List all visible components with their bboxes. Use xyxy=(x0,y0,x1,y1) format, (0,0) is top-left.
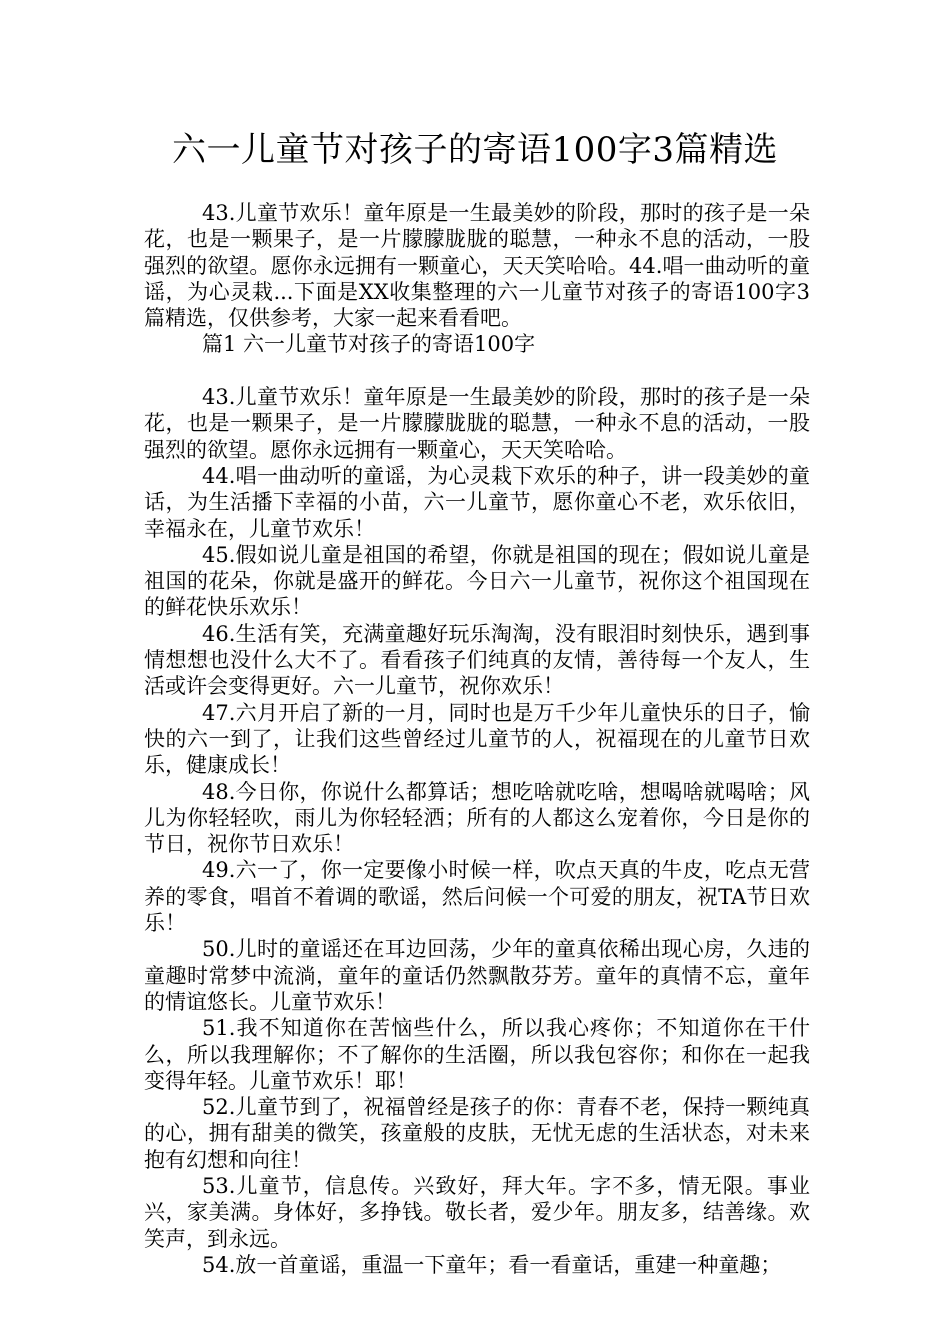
message-paragraph: 53.儿童节，信息传。兴致好，拜大年。字不多，情无限。事业兴，家美满。身体好，多挣钱。敬长者，爱少年。朋友多，结善缘。欢笑声，到永远。 xyxy=(144,1173,810,1251)
message-paragraph: 48.今日你，你说什么都算话；想吃啥就吃啥，想喝啥就喝啥；风儿为你轻轻吹，雨儿为你轻轻洒；所有的人都这么宠着你，今日是你的节日，祝你节日欢乐！ xyxy=(144,779,810,857)
message-paragraph: 50.儿时的童谣还在耳边回荡，少年的童真依稀出现心房，久违的童趣时常梦中流淌，童年的童话仍然飘散芬芳。童年的真情不忘，童年的情谊悠长。儿童节欢乐！ xyxy=(144,937,810,1014)
intro-paragraph: 43.儿童节欢乐！童年原是一生最美妙的阶段，那时的孩子是一朵花，也是一颗果子，是一片朦朦胧胧的聪慧，一种永不息的活动，一股强烈的欲望。愿你永远拥有一颗童心，天天笑哈哈。44.唱一曲动听的童谣，为心灵栽...下面是XX收集整理的六一儿童节对孩子的寄语100字3篇精选，仅供参考，大家一起来看看吧。 xyxy=(144,201,810,331)
message-paragraph: 46.生活有笑，充满童趣好玩乐淘淘，没有眼泪时刻快乐，遇到事情想想也没什么大不了。看看孩子们纯真的友情，善待每一个友人，生活或许会变得更好。六一儿童节，祝你欢乐！ xyxy=(144,621,810,699)
document-title: 六一儿童节对孩子的寄语100字3篇精选 xyxy=(171,130,779,170)
section-heading: 篇1 六一儿童节对孩子的寄语100字 xyxy=(202,332,536,357)
message-paragraph: 54.放一首童谣，重温一下童年；看一看童话，重建一种童趣； xyxy=(202,1252,782,1277)
message-paragraph: 43.儿童节欢乐！童年原是一生最美妙的阶段，那时的孩子是一朵花，也是一颗果子，是一片朦朦胧胧的聪慧，一种永不息的活动，一股强烈的欲望。愿你永远拥有一颗童心，天天笑哈哈。 xyxy=(144,385,810,462)
document-body xyxy=(144,200,810,1278)
message-paragraph: 47.六月开启了新的一月，同时也是万千少年儿童快乐的日子，愉快的六一到了，让我们这些曾经过儿童节的人，祝福现在的儿童节日欢乐，健康成长！ xyxy=(144,700,810,778)
message-paragraph: 45.假如说儿童是祖国的希望，你就是祖国的现在；假如说儿童是祖国的花朵，你就是盛开的鲜花。今日六一儿童节，祝你这个祖国现在的鲜花快乐欢乐！ xyxy=(144,542,810,620)
message-paragraph: 49.六一了，你一定要像小时候一样，吹点天真的牛皮，吃点无营养的零食，唱首不着调的歌谣，然后问候一个可爱的朋友，祝TA节日欢乐！ xyxy=(144,858,810,936)
message-paragraph: 44.唱一曲动听的童谣，为心灵栽下欢乐的种子，讲一段美妙的童话，为生活播下幸福的小苗，六一儿童节，愿你童心不老，欢乐依旧，幸福永在，儿童节欢乐！ xyxy=(144,463,810,541)
message-paragraph: 51.我不知道你在苦恼些什么，所以我心疼你；不知道你在干什么，所以我理解你；不了解你的生活圈，所以我包容你；和你在一起我变得年轻。儿童节欢乐！耶！ xyxy=(144,1016,810,1093)
message-paragraph: 52.儿童节到了，祝福曾经是孩子的你：青春不老，保持一颗纯真的心，拥有甜美的微笑，孩童般的皮肤，无忧无虑的生活状态，对未来抱有幻想和向往！ xyxy=(144,1095,810,1172)
blank-line xyxy=(144,358,810,384)
